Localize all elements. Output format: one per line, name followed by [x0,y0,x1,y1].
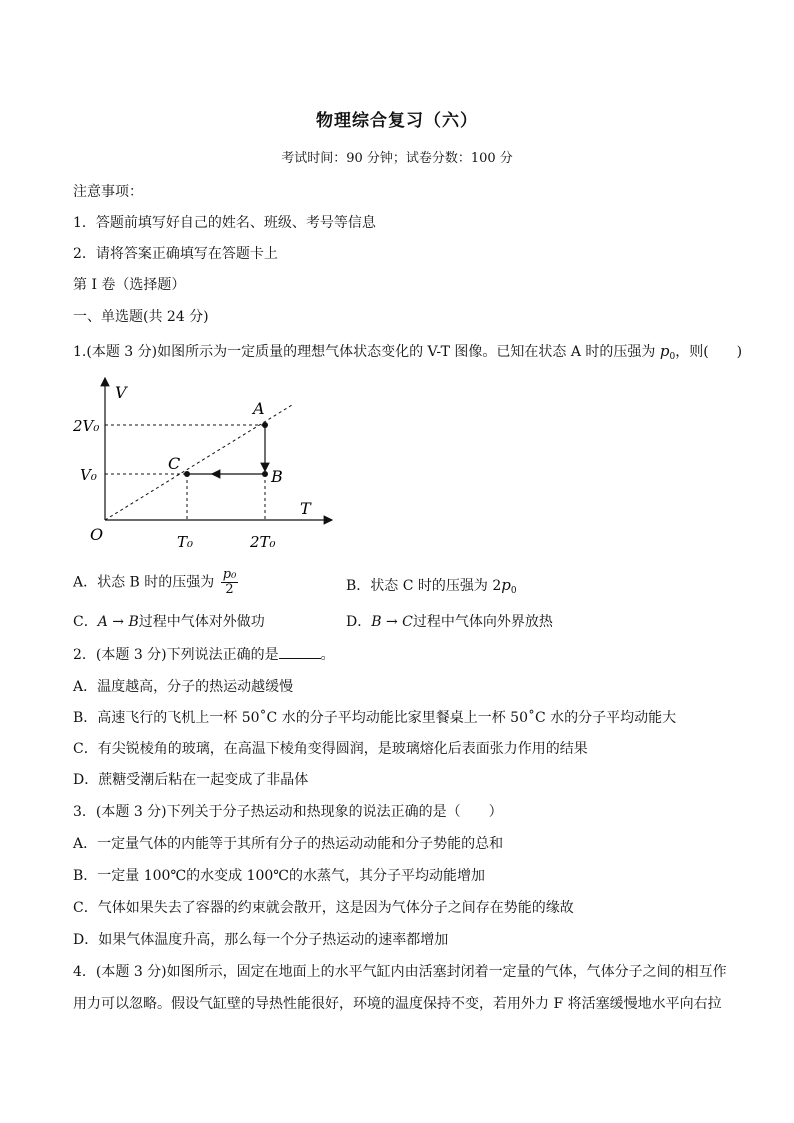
q3-option-a[interactable]: A．一定量气体的内能等于其所有分子的热运动动能和分子势能的总和 [73,836,504,852]
vt-graph [70,370,350,560]
q2-option-a[interactable]: A．温度越高，分子的热运动越缓慢 [73,679,294,695]
point-c-label: C [168,454,181,473]
axis-v-label: V [115,383,127,402]
question-1-end: ，则( ) [675,344,743,360]
note-item: 1．答题前填写好自己的姓名、班级、考号等信息 [73,215,376,231]
tick-label-v0: V₀ [80,466,97,484]
question-1-text: 1.(本题 3 分)如图所示为一定质量的理想气体状态变化的 V-T 图像。已知在状态 A 时的压强为 [73,344,656,360]
question-4-stem-line-1: 4．(本题 3 分)如图所示，固定在地面上的水平气缸内由活塞封闭着一定量的气体，气体分子之间的相互作 [73,964,727,980]
question-3-stem: 3．(本题 3 分)下列关于分子热运动和热现象的说法正确的是（ ） [73,804,503,820]
q2-option-c[interactable]: C．有尖锐棱角的玻璃，在高温下棱角变得圆润，是玻璃熔化后表面张力作用的结果 [73,741,588,757]
q3-option-b[interactable]: B．一定量 100℃的水变成 100℃的水蒸气，其分子平均动能增加 [73,868,485,884]
q1-option-a[interactable]: A．状态 B 时的压强为 $\frac{\text{p₀}}{2}$ [73,567,237,597]
q3-option-d[interactable]: D．如果气体温度升高，那么每一个分子热运动的速率都增加 [73,932,449,948]
section-part-heading: 一、单选题(共 24 分) [73,309,209,325]
question-4-stem-line-2: 用力可以忽略。假设气缸壁的导热性能很好，环境的温度保持不变，若用外力 F 将活塞缓慢地水平向右拉 [73,996,722,1012]
tick-label-2t0: 2T₀ [250,533,276,551]
exam-info: 考试时间：90 分钟；试卷分数：100 分 [281,151,513,166]
q1-option-b[interactable]: B．状态 C 时的压强为 $2p_0$ [346,576,517,596]
point-c [184,471,190,477]
section-volume-heading: 第 I 卷（选择题） [73,277,186,293]
notes-heading: 注意事项： [73,184,143,200]
q3-option-c[interactable]: C．气体如果失去了容器的约束就会散开，这是因为气体分子之间存在势能的缘故 [73,900,574,916]
axis-t-label: T [300,499,311,518]
q2-option-b[interactable]: B．高速飞行的飞机上一杯 50˚C 水的分子平均动能比家里餐桌上一杯 50˚C 水的分子平均动能大 [73,710,677,726]
note-item: 2．请将答案正确填写在答题卡上 [73,246,278,262]
tick-label-2v0: 2V₀ [73,417,100,435]
tick-label-t0: T₀ [177,533,194,551]
question-1-stem [73,341,742,362]
point-b [262,471,268,477]
q1-option-c[interactable]: C．A → B过程中气体对外做功 [73,614,265,630]
point-b-label: B [271,467,283,486]
point-a [262,422,268,428]
question-2-stem: 2．(本题 3 分)下列说法正确的是 。 [73,647,335,663]
pressure-symbol: $p_0$ [659,342,676,362]
point-a-label: A [253,399,265,418]
fraction-p0-over-2: $\frac{\text{p₀}}{2}$ [222,567,237,597]
page-title: 物理综合复习（六） [316,111,478,131]
answer-blank[interactable] [279,646,321,659]
q1-option-d[interactable]: D．B → C过程中气体向外界放热 [346,614,553,630]
q2-option-d[interactable]: D．蔗糖受潮后粘在一起变成了非晶体 [73,772,309,788]
origin-label: O [90,525,104,544]
